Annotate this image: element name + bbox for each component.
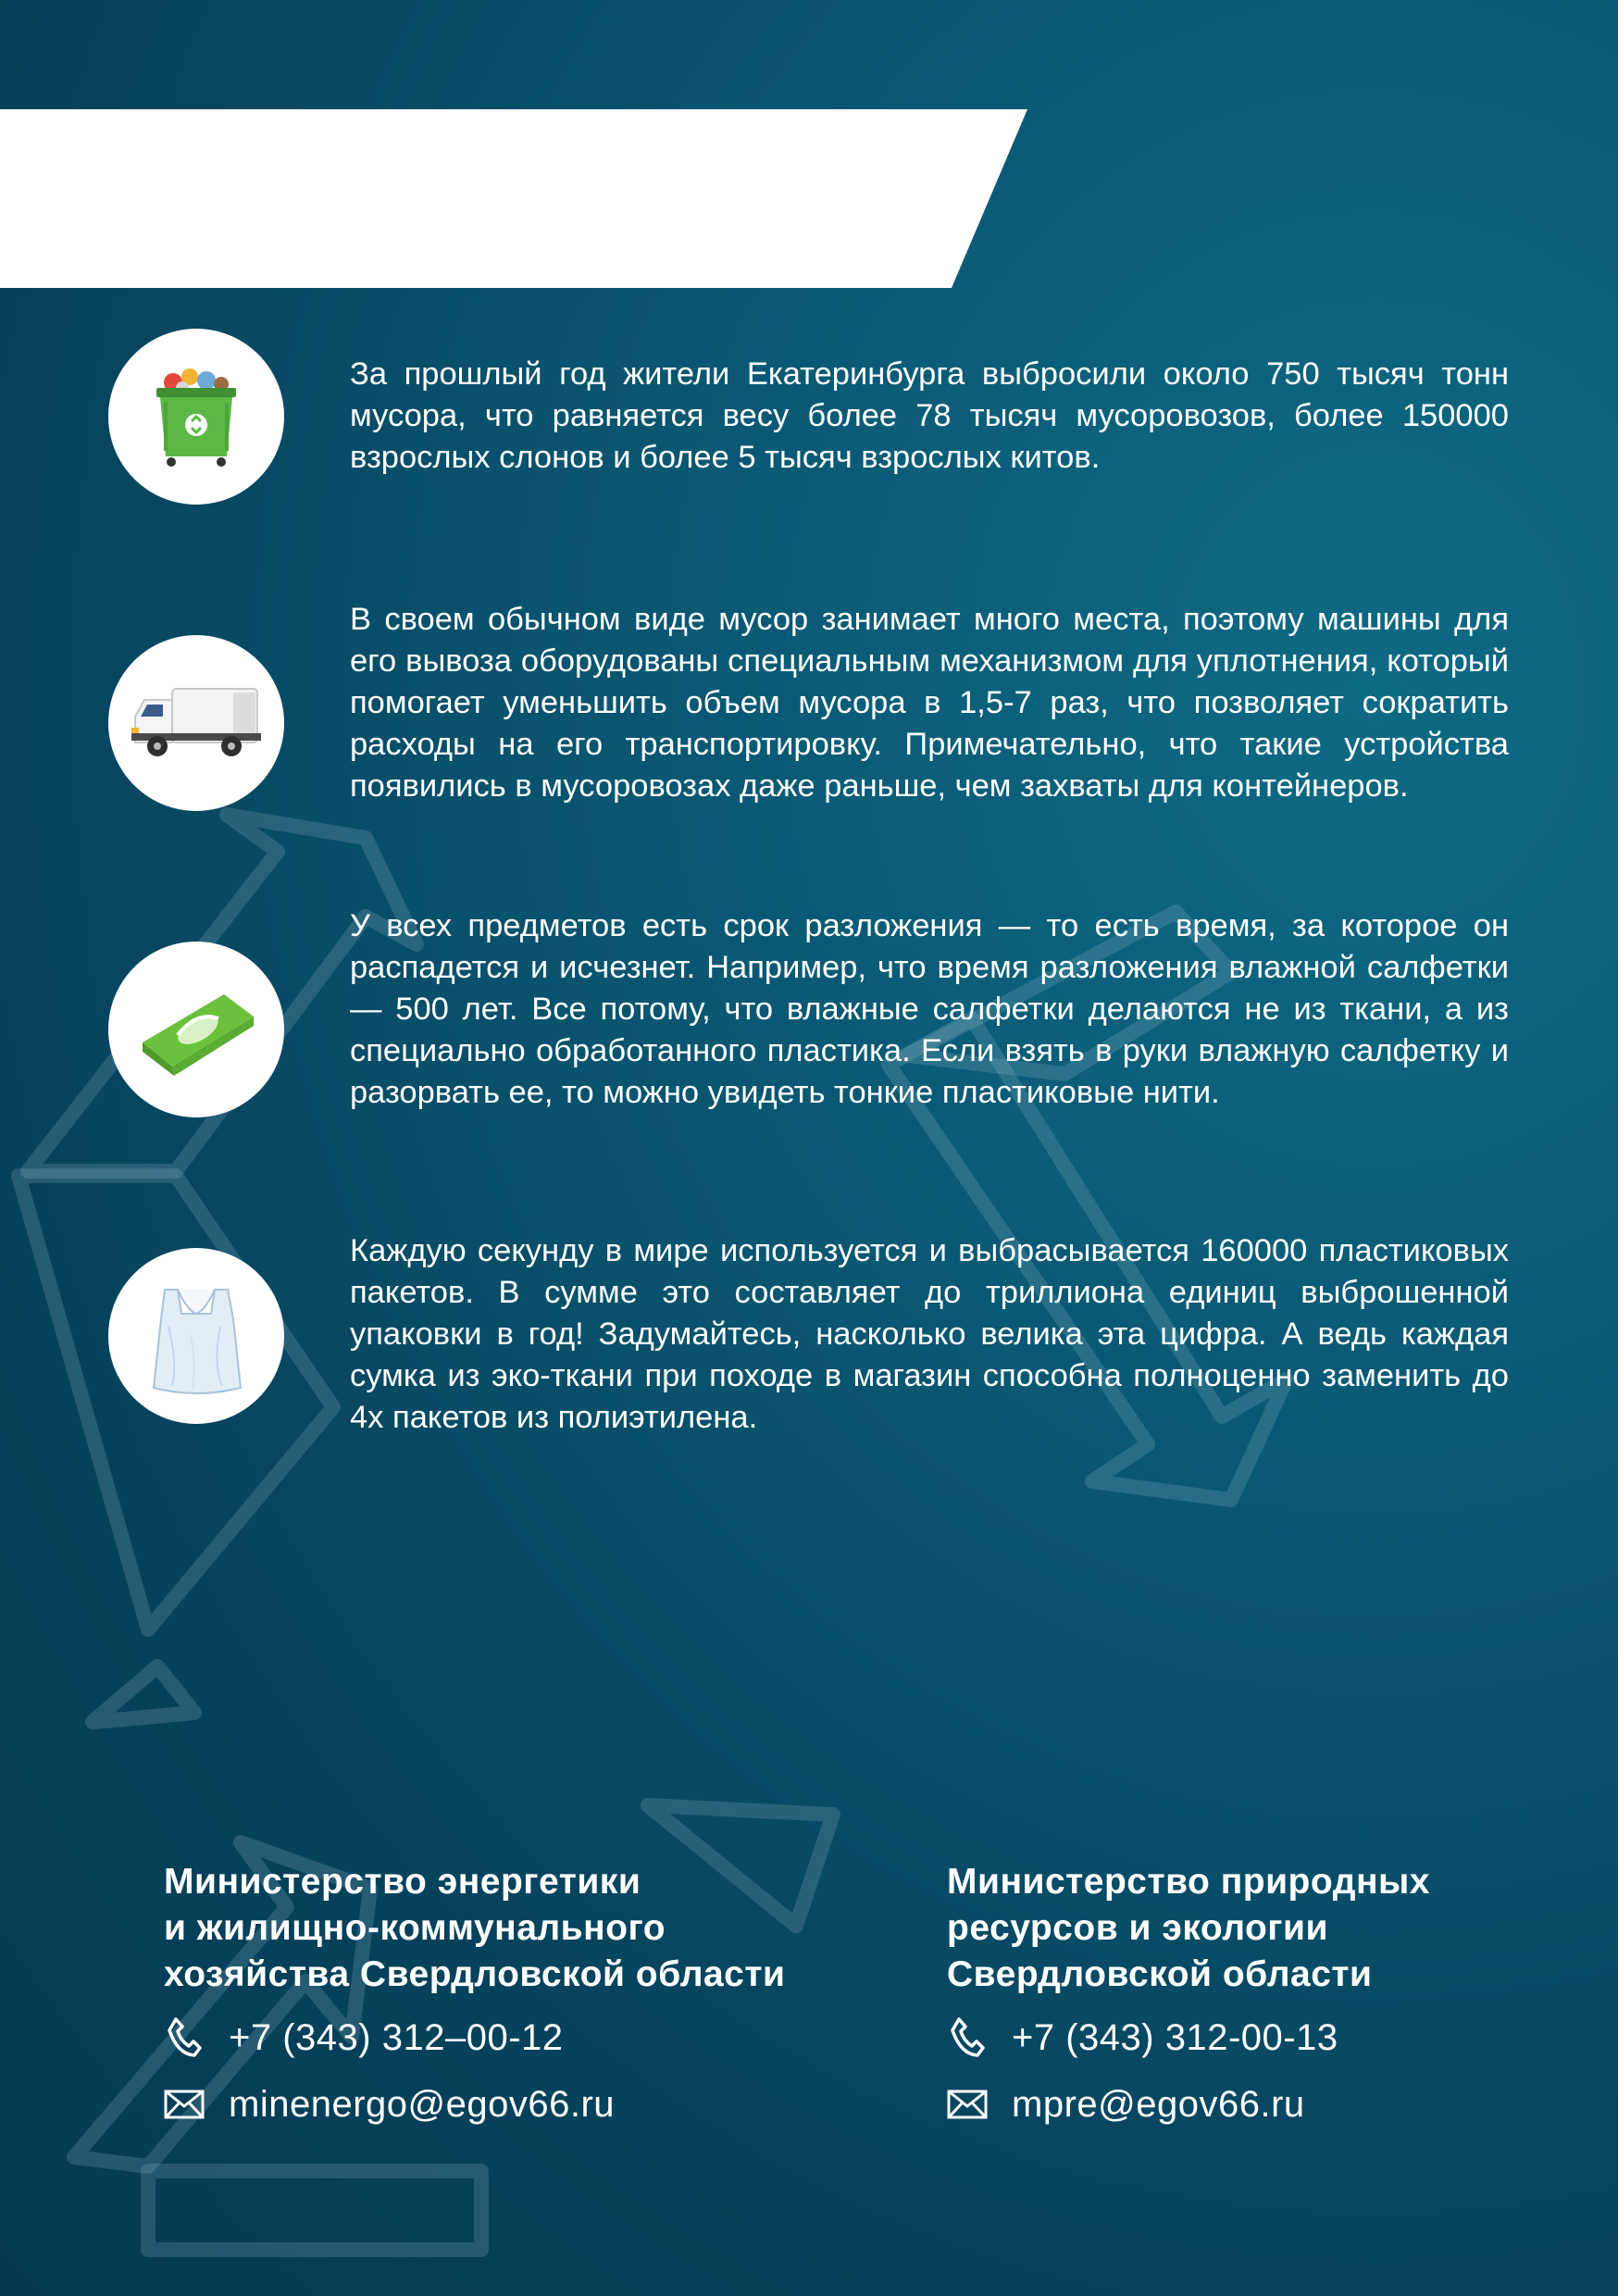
email-address: minenergo@egov66.ru: [229, 2084, 616, 2125]
wet-wipes-icon: [122, 974, 270, 1085]
fact-text: За прошлый год жители Екатеринбурга выбросили около 750 тысяч тонн мусора, что равняется весу более 78 тысяч мусоровозов, более 150000 взрослых слонов и более 5 тысяч взрослых китов.: [350, 356, 1509, 475]
plastic-bag-icon: [141, 1271, 252, 1401]
fact-icon-circle: [108, 1248, 284, 1424]
phone-row[interactable]: [164, 2015, 785, 2061]
phone-icon: [164, 2017, 205, 2058]
phone-number: +7 (343) 312–00-12: [229, 2017, 564, 2058]
ministry-contact-block: [947, 1859, 1430, 2128]
mail-icon: [947, 2084, 988, 2125]
fact-text: В своем обычном виде мусор занимает много места, поэтому машины для его вывоза оборудованы специальным механизмом для уплотнения, который помогает уменьшить объем мусора в 1,5-7 раз, что позволяет сократить расходы на его транспортировку. Примечательно, что такие устройства появились в мусоровозах даже раньше, чем захваты для контейнеров.: [350, 602, 1509, 804]
ministry-name: Министерство энергетики и жилищно-коммунального хозяйства Свердловской области: [164, 1862, 786, 1994]
header-banner: [0, 109, 1027, 288]
fact-text: Каждую секунду в мире используется и выбрасывается 160000 пластиковых пакетов. В сумме это составляет до триллиона единиц выброшенной упаковки в год! Задумайтесь, насколько велика эта цифра. А ведь каждая сумка из эко-ткани при походе в магазин способна полноценно заменить до 4х пакетов из полиэтилена.: [350, 1233, 1509, 1435]
recycle-bin-icon: [136, 356, 256, 477]
ministry-name: Министерство природных ресурсов и экологии Свердловской области: [947, 1862, 1430, 1994]
fact-icon-circle: [108, 329, 284, 505]
fact-icon-circle: [108, 942, 284, 1117]
garbage-truck-icon: [122, 672, 270, 774]
mail-icon: [164, 2084, 205, 2125]
email-row[interactable]: [164, 2081, 785, 2128]
phone-number: +7 (343) 312-00-13: [1012, 2017, 1338, 2058]
email-row[interactable]: [947, 2081, 1430, 2128]
fact-icon-circle: [108, 635, 284, 811]
email-address: mpre@egov66.ru: [1012, 2084, 1305, 2125]
phone-row[interactable]: [947, 2015, 1430, 2061]
phone-icon: [947, 2017, 988, 2058]
ministry-contact-block: [164, 1859, 785, 2128]
fact-text: У всех предметов есть срок разложения — то есть время, за которое он распадется и исчезнет. Например, что время разложения влажной салфетки — 500 лет. Все потому, что влажные салфетки делаются не из ткани, а из специально обработанного пластика. Если взять в руки влажную салфетку и разорвать ее, то можно увидеть тонкие пластиковые нити.: [350, 908, 1509, 1110]
